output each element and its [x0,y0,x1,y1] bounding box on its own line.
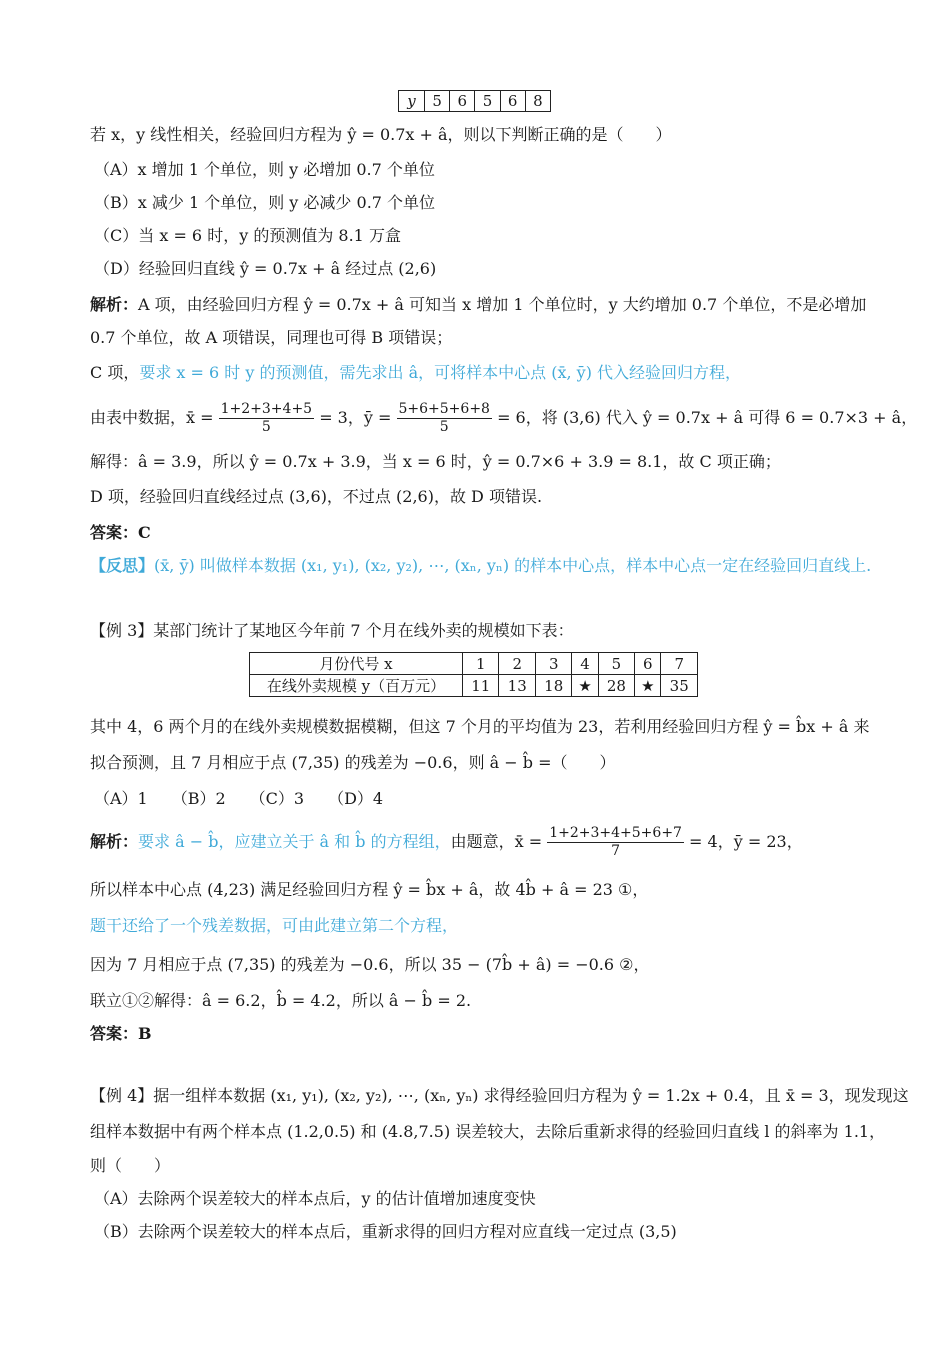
reflection-text: (x̄, ȳ) 叫做样本数据 (x₁, y₁), (x₂, y₂), ⋯, (xₙ, yₙ) 的样本中心点，样本中心点一定在经验回归直线上. [154,556,872,575]
table-cell: 2 [499,653,535,675]
solution-label: 解析： [90,295,139,314]
table-cell: 6 [500,91,525,112]
table-cell: 6 [635,653,661,675]
example-title: 【例 4】据一组样本数据 (x₁, y₁), (x₂, y₂), ⋯, (xₙ, yₙ) 求得经验回归方程为 ŷ = 1.2x + 0.4，且 x̄ = 3，现发现这 [90,1086,909,1105]
problem-text: 其中 4，6 两个月的在线外卖规模数据模糊，但这 7 个月的平均值为 23，若利用经验回归方程 ŷ = b̂x + â 来 [90,717,870,736]
hint-text: 要求 x = 6 时 y 的预测值，需先求出 â，可将样本中心点 (x̄, ȳ) 代入经验回归方程， [139,363,742,382]
solution-text: C 项， [90,363,140,382]
table-cell: 5 [425,91,450,112]
options: （A）1 （B）2 （C）3 （D）4 [94,789,384,808]
table-cell: 35 [661,675,698,697]
solution-line [90,362,741,384]
reflection [90,555,871,577]
table-y-label: y [399,91,425,112]
table-cell: 6 [450,91,475,112]
solution-text: = 6，将 (3,6) 代入 ŷ = 0.7x + â 可得 6 = 0.7×3 + â， [497,408,918,427]
table-cell: ★ [635,675,661,697]
table-cell: 3 [535,653,571,675]
option-b: （B）去除两个误差较大的样本点后，重新求得的回归方程对应直线一定过点 (3,5) [94,1222,677,1241]
table-cell: 4 [572,653,598,675]
table-cell: 5 [598,653,634,675]
problem-text: 拟合预测，且 7 月相应于点 (7,35) 的残差为 −0.6，则 â − b̂ =（ ） [90,753,616,772]
example-title: 【例 3】某部门统计了某地区今年前 7 个月在线外卖的规模如下表： [90,621,574,640]
solution-line: 因为 7 月相应于点 (7,35) 的残差为 −0.6，所以 35 − (7b̂ + â) = −0.6 ②， [90,955,650,974]
table-cell: 13 [499,675,535,697]
solution-line: 0.7 个单位，故 A 项错误，同理也可得 B 项错误； [90,328,453,347]
question-stem: 若 x，y 线性相关，经验回归方程为 ŷ = 0.7x + â，则以下判断正确的是（ ） [90,125,672,144]
data-table-y [398,90,551,112]
solution-line: 所以样本中心点 (4,23) 满足经验回归方程 ŷ = b̂x + â，故 4b̂ + â = 23 ①， [90,880,649,899]
solution-line: D 项，经验回归直线经过点 (3,6)，不过点 (2,6)，故 D 项错误. [90,487,543,506]
reflection-label: 【反思】 [90,556,155,575]
option-d: （D）经验回归直线 ŷ = 0.7x + â 经过点 (2,6) [94,259,437,278]
data-table-months [249,652,698,697]
fraction: $\frac{5+6+5+6+8}{5}$ [398,401,490,435]
solution-line: 解得：â = 3.9，所以 ŷ = 0.7x + 3.9，当 x = 6 时，ŷ = 0.7×6 + 3.9 = 8.1，故 C 项正确； [90,452,781,471]
table-cell: 11 [463,675,499,697]
table-cell: 1 [463,653,499,675]
table-cell: 8 [525,91,550,112]
solution-text: = 4，ȳ = 23， [689,832,803,851]
table-header: 在线外卖规模 y（百万元） [250,675,463,697]
table-cell: 18 [535,675,571,697]
solution-line [90,820,803,864]
option-a: （A）x 增加 1 个单位，则 y 必增加 0.7 个单位 [94,160,435,179]
fraction: $\frac{1+2+3+4+5+6+7}{7}$ [549,825,682,859]
answer: 答案：C [90,523,151,542]
option-c: （C）当 x = 6 时，y 的预测值为 8.1 万盒 [94,226,401,245]
solution-label: 解析： [90,832,139,851]
solution-text: = 3，ȳ = [319,408,392,427]
fraction: $\frac{1+2+3+4+5}{5}$ [220,401,313,435]
solution-text: A 项，由经验回归方程 ŷ = 0.7x + â 可知当 x 增加 1 个单位时，y 大约增加 0.7 个单位，不是必增加 [138,295,867,314]
table-cell: ★ [572,675,598,697]
table-header: 月份代号 x [250,653,463,675]
problem-text: 则（ ） [90,1156,171,1175]
option-b: （B）x 减少 1 个单位，则 y 必减少 0.7 个单位 [94,193,436,212]
solution-text: 由题意，x̄ = [450,832,543,851]
solution-line [90,294,866,316]
solution-line: 联立①②解得：â = 6.2，b̂ = 4.2，所以 â − b̂ = 2. [90,991,472,1010]
table-cell: 7 [661,653,698,675]
solution-line [90,396,917,440]
problem-text: 组样本数据中有两个样本点 (1.2,0.5) 和 (4.8,7.5) 误差较大，去除后重新求得的经验回归直线 l 的斜率为 1.1， [90,1122,886,1141]
table-cell: 28 [598,675,634,697]
solution-text: 由表中数据，x̄ = [90,408,214,427]
hint-text: 要求 â − b̂，应建立关于 â 和 b̂ 的方程组， [138,832,451,851]
option-a: （A）去除两个误差较大的样本点后，y 的估计值增加速度变快 [94,1189,536,1208]
table-cell: 5 [475,91,500,112]
hint-text: 题干还给了一个残差数据，可由此建立第二个方程， [90,916,459,935]
answer: 答案：B [90,1024,152,1043]
